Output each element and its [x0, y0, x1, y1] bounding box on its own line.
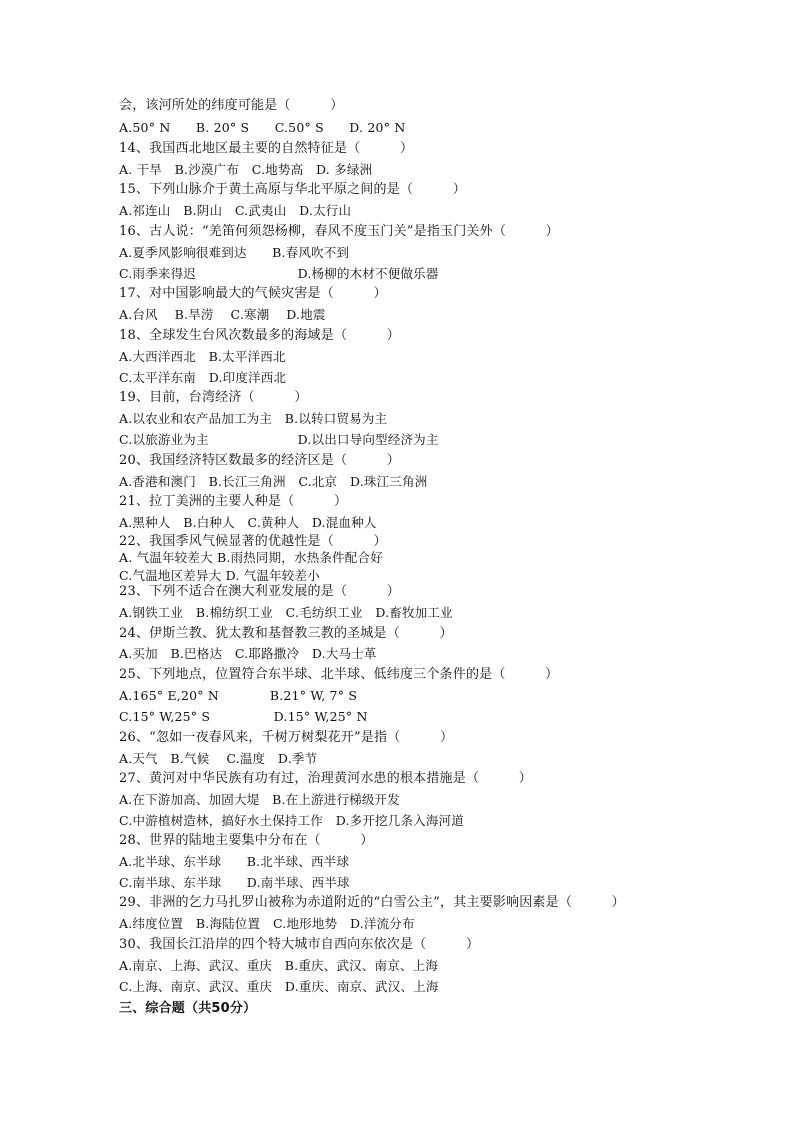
question-text: 16、古人说：“羌笛何须怨杨柳，春风不度玉门关”是指玉门关外（ ） — [119, 224, 559, 239]
answer-options: A.台风 B.旱涝 C.寒潮 D.地震 — [119, 307, 326, 322]
answer-options: C.雨季来得迟 D.杨柳的木材不便做乐器 — [119, 266, 439, 281]
answer-options: A.纬度位置 B.海陆位置 C.地形地势 D.洋流分布 — [119, 916, 415, 931]
question-text: 27、黄河对中华民族有功有过，治理黄河水患的根本措施是（ ） — [119, 771, 532, 786]
question-text: 18、全球发生台风次数最多的海域是（ ） — [119, 328, 400, 343]
section-heading: 三、综合题（共50分） — [119, 1001, 257, 1016]
question-text: 29、非洲的乞力马扎罗山被称为赤道附近的“白雪公主”，其主要影响因素是（ ） — [119, 895, 625, 910]
question-text: 15、下列山脉介于黄土高原与华北平原之间的是（ ） — [119, 182, 466, 197]
question-text: 26、“忽如一夜春风来，千树万树梨花开”是指（ ） — [119, 730, 454, 745]
answer-options: C.南半球、东半球 D.南半球、西半球 — [119, 875, 350, 890]
answer-options: A.祁连山 B.阴山 C.武夷山 D.太行山 — [119, 203, 352, 218]
answer-options: A.钢铁工业 B.棉纺织工业 C.毛纺织工业 D.畜牧加工业 — [119, 605, 453, 620]
answer-options: C.中游植树造林，搞好水土保持工作 D.多开挖几条入海河道 — [119, 813, 464, 828]
answer-options: A.在下游加高、加固大堤 B.在上游进行梯级开发 — [119, 792, 400, 807]
answer-options: A.50° N B. 20° S C.50° S D. 20° N — [119, 120, 406, 135]
answer-options: C.以旅游业为主 D.以出口导向型经济为主 — [119, 432, 439, 447]
question-text: 24、伊斯兰教、犹太教和基督教三教的圣城是（ ） — [119, 626, 453, 641]
answer-options: C.气温地区差异大 D. 气温年较差小 — [119, 568, 320, 583]
answer-options: A. 干旱 B.沙漠广布 C.地势高 D. 多绿洲 — [119, 162, 373, 177]
question-text: 会，该河所处的纬度可能是（ ） — [119, 98, 344, 113]
question-text: 23、下列不适合在澳大利亚发展的是（ ） — [119, 584, 400, 599]
answer-options: A.买加 B.巴格达 C.耶路撒冷 D.大马士革 — [119, 646, 377, 661]
question-text: 14、我国西北地区最主要的自然特征是（ ） — [119, 141, 414, 156]
answer-options: A.南京、上海、武汉、重庆 B.重庆、武汉、南京、上海 — [119, 958, 439, 973]
question-text: 21、拉丁美洲的主要人种是（ ） — [119, 494, 348, 509]
question-text: 22、我国季风气候显著的优越性是（ ） — [119, 534, 387, 549]
answer-options: A.香港和澳门 B.长江三角洲 C.北京 D.珠江三角洲 — [119, 474, 428, 489]
answer-options: A.以农业和农产品加工为主 B.以转口贸易为主 — [119, 411, 388, 426]
question-text: 20、我国经济特区数最多的经济区是（ ） — [119, 453, 400, 468]
question-text: 17、对中国影响最大的气候灾害是（ ） — [119, 286, 387, 301]
answer-options: C.上海、南京、武汉、重庆 D.重庆、南京、武汉、上海 — [119, 979, 439, 994]
answer-options: C.15° W,25° S D.15° W,25° N — [119, 709, 368, 724]
answer-options: A. 气温年较差大 B.雨热同期，水热条件配合好 — [119, 550, 383, 565]
question-text: 30、我国长江沿岸的四个特大城市自西向东依次是（ ） — [119, 937, 480, 952]
question-text: 25、下列地点，位置符合东半球、北半球、低纬度三个条件的是（ ） — [119, 667, 559, 682]
answer-options: C.太平洋东南 D.印度洋西北 — [119, 370, 287, 385]
answer-options: A.夏季风影响很难到达 B.春风吹不到 — [119, 245, 350, 260]
answer-options: A.天气 B.气候 C.温度 D.季节 — [119, 751, 318, 766]
answer-options: A.黑种人 B.白种人 C.黄种人 D.混血种人 — [119, 515, 377, 530]
answer-options: A.北半球、东半球 B.北半球、西半球 — [119, 854, 350, 869]
answer-options: A.大西洋西北 B.太平洋西北 — [119, 349, 286, 364]
answer-options: A.165° E,20° N B.21° W, 7° S — [119, 688, 358, 703]
question-text: 19、目前，台湾经济（ ） — [119, 390, 308, 405]
question-text: 28、世界的陆地主要集中分布在（ ） — [119, 833, 374, 848]
